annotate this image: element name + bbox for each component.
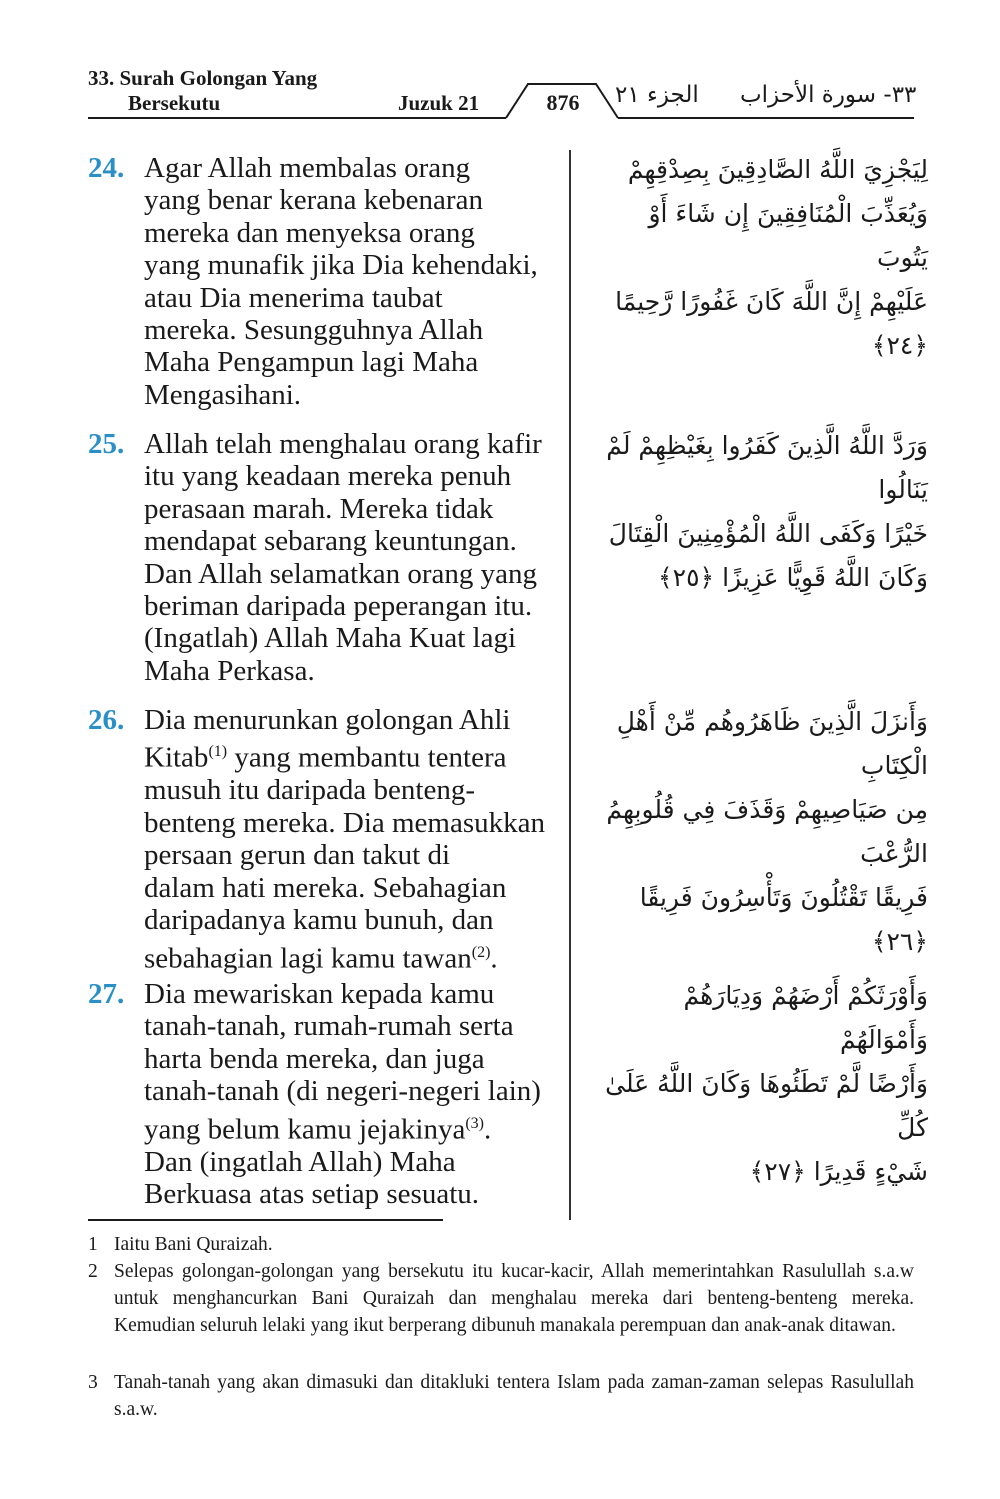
verse-translation: Agar Allah membalas orang yang benar kerana kebenaran mereka dan menyeksa orang yang munafik jika Dia kehendaki, atau Dia menerima taubat mereka. Sesungguhnya Allah Maha Pengampun lagi Maha Mengasihani. (144, 152, 538, 411)
footnote-ref-3[interactable]: (3) (465, 1114, 484, 1132)
footnote-number: 1 (88, 1234, 98, 1255)
footnote-number: 3 (88, 1372, 98, 1393)
verse-24-arabic: لِيَجْزِيَ اللَّهُ الصَّادِقِينَ بِصِدْقِهِمْ وَيُعَذِّبَ الْمُنَافِقِينَ إِن شَاءَ أَوْ يَتُوبَ عَلَيْهِمْ إِنَّ اللَّهَ كَانَ غَفُورًا رَّحِيمًا ﴿٢٤﴾ (615, 155, 928, 360)
verse-number: 25. (88, 428, 125, 460)
page-number: 876 (546, 90, 580, 115)
surah-title-cont: Bersekutu (128, 91, 221, 115)
verse-text-part: . (490, 942, 498, 975)
arabic-surah-title: ٣٣- سورة الأحزاب (740, 82, 917, 108)
verse-number: 24. (88, 152, 125, 184)
verse-text-part: . Dan (ingatlah Allah) Maha Berkuasa atas setiap sesuatu. (144, 1113, 492, 1211)
juzuk-label: Juzuk 21 (398, 91, 480, 115)
footnote-text: Iaitu Bani Quraizah. (114, 1234, 273, 1255)
surah-title: 33. Surah Golongan Yang (88, 66, 318, 90)
verse-25-arabic: وَرَدَّ اللَّهُ الَّذِينَ كَفَرُوا بِغَيْظِهِمْ لَمْ يَنَالُوا خَيْرًا وَكَفَى اللَّهُ الْمُؤْمِنِينَ الْقِتَالَ وَكَانَ اللَّهُ قَوِيًّا عَزِيزًا ﴿٢٥﴾ (606, 431, 928, 592)
verse-text-part: Dia menurunkan golongan Ahli Kitab (144, 704, 511, 775)
verse-number: 27. (88, 978, 125, 1010)
verse-translation (144, 978, 564, 1211)
column-divider (569, 150, 571, 1220)
footnote-number: 2 (88, 1261, 98, 1282)
verse-text-part: Dia mewariskan kepada kamu tanah-tanah, rumah-rumah serta harta benda mereka, dan juga tanah-tanah (di negeri-negeri lain) yang belum kamu jejakinya (144, 978, 541, 1146)
arabic-juz-label: الجزء ٢١ (615, 82, 699, 108)
verse-text-part: yang membantu tentera musuh itu daripada benteng- benteng mereka. Dia memasukkan persaan gerun dan takut di dalam hati mereka. Sebahagian daripadanya kamu bunuh, dan sebahagian lagi kamu tawan (144, 742, 546, 975)
verse-26-arabic: وَأَنزَلَ الَّذِينَ ظَاهَرُوهُم مِّنْ أَهْلِ الْكِتَابِ مِن صَيَاصِيهِمْ وَقَذَفَ فِي قُلُوبِهِمُ الرُّعْبَ فَرِيقًا تَقْتُلُونَ وَتَأْسِرُونَ فَرِيقًا ﴿٢٦﴾ (606, 707, 928, 956)
verse-translation (144, 704, 564, 975)
footnote-text: Selepas golongan-golongan yang bersekutu itu kucar-kacir, Allah memerintahkan Rasulullah s.a.w untuk menghancurkan Bani Quraizah dan menghalau mereka dari benteng-benteng mereka. Kemudian seluruh lelaki yang ikut berperang dibunuh manakala perempuan dan anak-anak ditawan. (114, 1261, 914, 1336)
footnote-ref-1[interactable]: (1) (208, 743, 228, 761)
verse-translation: Allah telah menghalau orang kafir itu yang keadaan mereka penuh perasaan marah. Mereka tidak mendapat sebarang keuntungan. Dan Allah selamatkan orang yang beriman daripada peperangan itu. (Ingatlah) Allah Maha Kuat lagi Maha Perkasa. (144, 428, 542, 687)
footnote-rule (88, 1219, 443, 1221)
page-header (0, 0, 1000, 130)
verse-number: 26. (88, 704, 125, 736)
verse-27-arabic: وَأَوْرَثَكُمْ أَرْضَهُمْ وَدِيَارَهُمْ وَأَمْوَالَهُمْ وَأَرْضًا لَّمْ تَطَئُوهَا وَكَانَ اللَّهُ عَلَىٰ كُلِّ شَيْءٍ قَدِيرًا ﴿٢٧﴾ (605, 981, 928, 1186)
footnote-ref-2[interactable]: (2) (471, 943, 491, 961)
footnote-text: Tanah-tanah yang akan dimasuki dan ditakluki tentera Islam pada zaman-zaman selepas Rasulullah s.a.w. (114, 1372, 914, 1420)
